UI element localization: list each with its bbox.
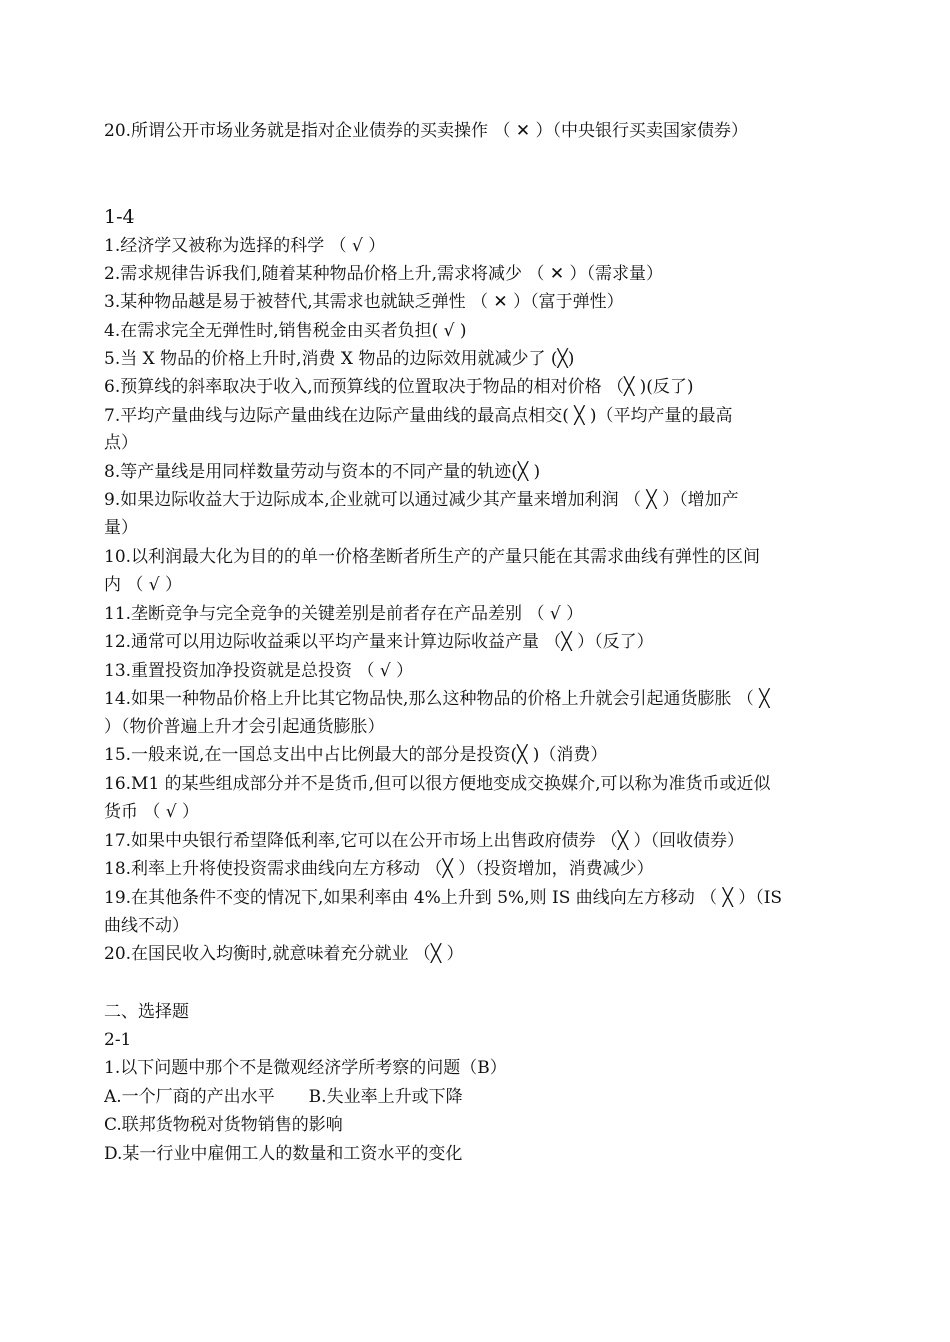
statement-line: 13.重置投资加净投资就是总投资 （ √ ）	[104, 661, 414, 681]
statement-line: 5.当 X 物品的价格上升时,消费 X 物品的边际效用就减少了 (╳)	[104, 349, 575, 369]
statement-line: 1.经济学又被称为选择的科学 （ √ ）	[104, 236, 386, 256]
statement-line: 20.在国民收入均衡时,就意味着充分就业 （╳ ）	[104, 944, 464, 964]
statement-line: 12.通常可以用边际收益乘以平均产量来计算边际收益产量 （╳ ）（反了）	[104, 632, 654, 652]
statement-line: 9.如果边际收益大于边际成本,企业就可以通过减少其产量来增加利润 （ ╳ ）（增加产	[104, 490, 739, 510]
statement-line: 7.平均产量曲线与边际产量曲线在边际产量曲线的最高点相交( ╳ )（平均产量的最高	[104, 406, 733, 426]
statement-line: 曲线不动）	[104, 916, 189, 936]
statement-line: 19.在其他条件不变的情况下,如果利率由 4%上升到 5%,则 IS 曲线向左方移动 （ ╳ ）（IS	[104, 888, 783, 908]
statement-line: 18.利率上升将使投资需求曲线向左方移动 （╳ ）（投资增加，消费减少）	[104, 859, 654, 879]
statement-line: 4.在需求完全无弹性时,销售税金由买者负担( √ )	[104, 321, 467, 341]
option-line: C.联邦货物税对货物销售的影响	[104, 1115, 343, 1135]
statement-line: 6.预算线的斜率取决于收入,而预算线的位置取决于物品的相对价格 （╳ )(反了)	[104, 377, 694, 397]
statement-line: 11.垄断竞争与完全竞争的关键差别是前者存在产品差别 （ √ ）	[104, 604, 584, 624]
top-line: 20.所谓公开市场业务就是指对企业债券的买卖操作 （ ✕ ）（中央银行买卖国家债券）	[104, 121, 748, 141]
option-line: A.一个厂商的产出水平 B.失业率上升或下降	[104, 1087, 463, 1107]
statement-line: 16.M1 的某些组成部分并不是货币,但可以很方便地变成交换媒介,可以称为准货币或近似	[104, 774, 771, 794]
statement-line: 8.等产量线是用同样数量劳动与资本的不同产量的轨迹(╳ )	[104, 462, 541, 482]
option-line: D.某一行业中雇佣工人的数量和工资水平的变化	[104, 1144, 463, 1164]
statement-line: 量）	[104, 518, 138, 538]
section-sub-heading: 2-1	[104, 1030, 132, 1050]
statement-line: 货币 （ √ ）	[104, 802, 200, 822]
statement-line: 15.一般来说,在一国总支出中占比例最大的部分是投资(╳ )（消费）	[104, 745, 608, 765]
statement-line: ）（物价普遍上升才会引起通货膨胀）	[104, 717, 385, 737]
statement-line: 内 （ √ ）	[104, 575, 183, 595]
section-heading-1-4: 1-4	[104, 206, 135, 228]
statement-line: 3.某种物品越是易于被替代,其需求也就缺乏弹性 （ ✕ ）（富于弹性）	[104, 292, 624, 312]
statement-line: 点）	[104, 433, 138, 453]
statement-line: 17.如果中央银行希望降低利率,它可以在公开市场上出售政府债券 （╳ ）（回收债券）	[104, 831, 744, 851]
question-line: 1.以下问题中那个不是微观经济学所考察的问题（B）	[104, 1058, 507, 1078]
statement-line: 10.以利润最大化为目的的单一价格垄断者所生产的产量只能在其需求曲线有弹性的区间	[104, 547, 761, 567]
statement-line: 14.如果一种物品价格上升比其它物品快,那么这种物品的价格上升就会引起通货膨胀 （ ╳	[104, 689, 770, 709]
statement-line: 2.需求规律告诉我们,随着某种物品价格上升,需求将减少 （ ✕ ）（需求量）	[104, 264, 663, 284]
section-title: 二、选择题	[104, 1002, 189, 1022]
